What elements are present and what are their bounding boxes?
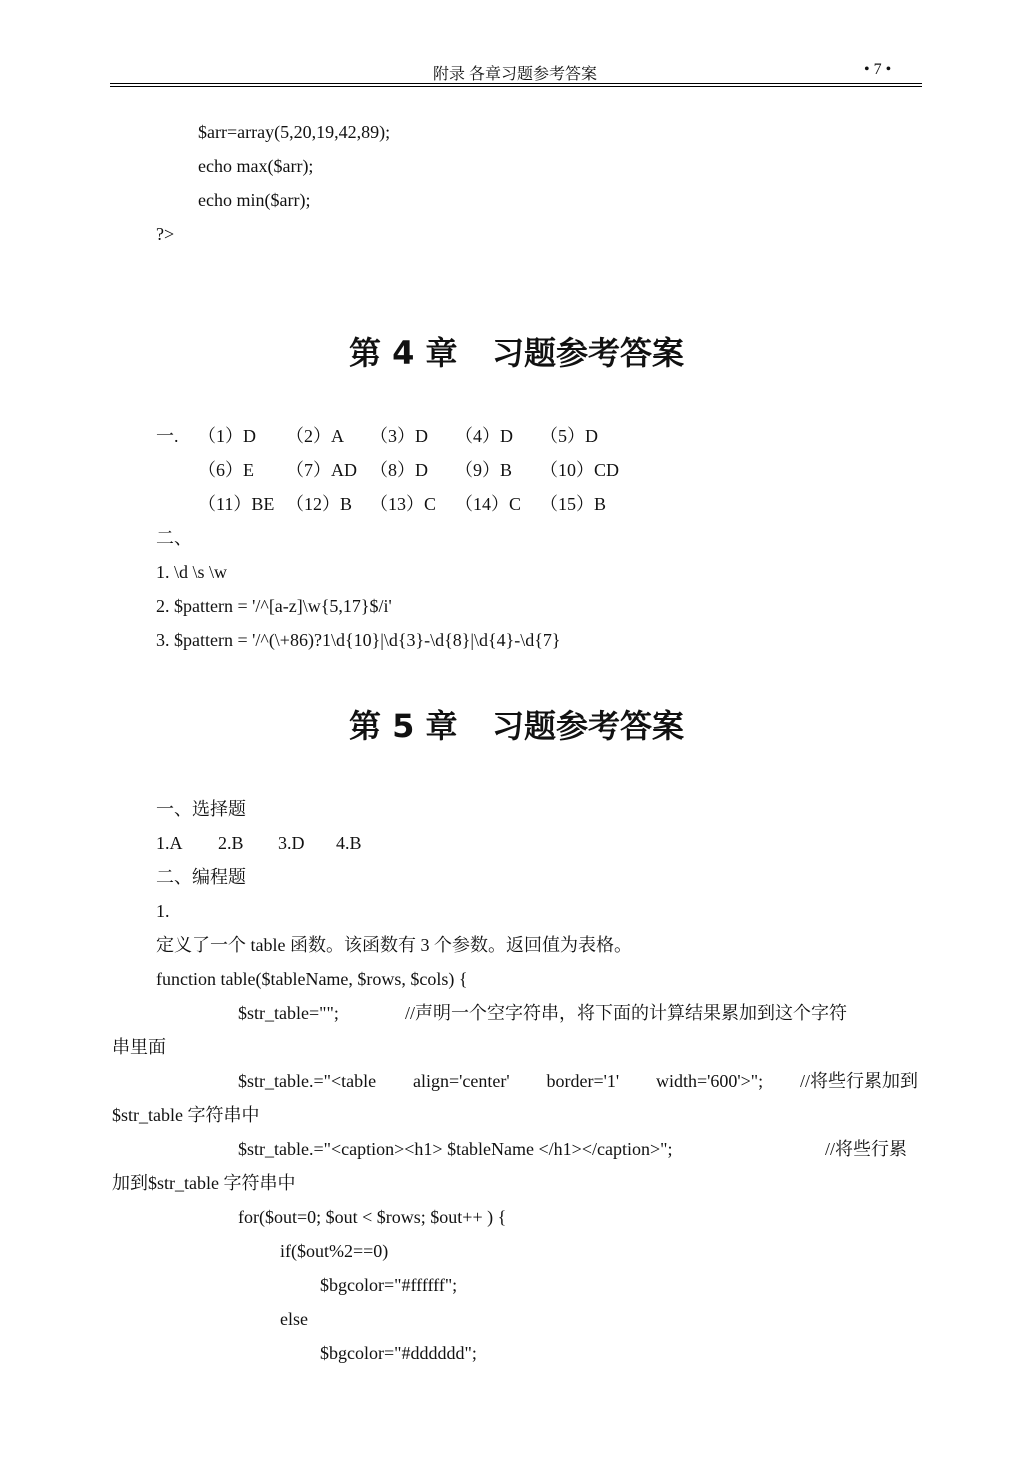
chapter-5-number: 第 5 章 bbox=[349, 707, 458, 745]
answer-item: （6）E bbox=[198, 460, 254, 480]
answer-item: 3.D bbox=[278, 833, 305, 853]
answer-item: （7）AD bbox=[286, 460, 357, 480]
code-line: echo min($arr); bbox=[198, 190, 311, 210]
answer-item: （10）CD bbox=[540, 460, 620, 480]
question-number: 1. bbox=[156, 901, 170, 921]
code-line: ?> bbox=[156, 224, 175, 244]
answer-line: 2. $pattern = '/^[a-z]\w{5,17}$/i' bbox=[156, 596, 392, 616]
chapter-5-heading: 习题参考答案 bbox=[492, 707, 685, 745]
section-label: 二、 bbox=[156, 528, 192, 548]
answer-line: 1. \d \s \w bbox=[156, 562, 228, 582]
answer-item: （8）D bbox=[370, 460, 428, 480]
code-comment: //将些行累 bbox=[825, 1139, 908, 1159]
page-number: • 7 • bbox=[864, 61, 892, 78]
answer-item: （4）D bbox=[455, 426, 513, 446]
answer-item: （12）B bbox=[286, 494, 353, 514]
answer-item: 4.B bbox=[336, 833, 362, 853]
section-label: 一. bbox=[156, 426, 179, 446]
section-label: 二、编程题 bbox=[156, 867, 246, 887]
answer-item: （5）D bbox=[540, 426, 598, 446]
header-rule-bottom bbox=[110, 86, 922, 87]
code-line: $arr=array(5,20,19,42,89); bbox=[198, 122, 391, 142]
code-line: $str_table=""; bbox=[238, 1003, 339, 1023]
answer-item: （9）B bbox=[455, 460, 513, 480]
answer-item: 1.A bbox=[156, 833, 183, 853]
answer-item: （2）A bbox=[286, 426, 344, 446]
code-line: for($out=0; $out < $rows; $out++ ) { bbox=[238, 1207, 507, 1227]
answer-item: （3）D bbox=[370, 426, 428, 446]
code-comment: //将些行累加到 bbox=[799, 1071, 918, 1091]
code-token: $str_table.="<table bbox=[238, 1071, 377, 1091]
code-line: echo max($arr); bbox=[198, 156, 314, 176]
answer-item: （14）C bbox=[455, 494, 522, 514]
code-line: $str_table.="<caption><h1> $tableName </h1></caption>"; bbox=[238, 1139, 673, 1159]
answer-item: （15）B bbox=[540, 494, 607, 514]
code-line: $bgcolor="#dddddd"; bbox=[320, 1343, 477, 1363]
answer-item: （13）C bbox=[370, 494, 437, 514]
answer-item: （1）D bbox=[198, 426, 256, 446]
code-comment: //声明一个空字符串，将下面的计算结果累加到这个字符 bbox=[405, 1003, 847, 1023]
running-header-title: 附录 各章习题参考答案 bbox=[433, 66, 598, 83]
answer-item: （11）BE bbox=[198, 494, 275, 514]
code-continuation: $str_table 字符串中 bbox=[112, 1105, 260, 1125]
code-line-justified bbox=[238, 1070, 918, 1092]
code-token: border='1' bbox=[546, 1071, 620, 1091]
code-token: align='center' bbox=[413, 1071, 510, 1091]
chapter-4-number: 第 4 章 bbox=[349, 334, 458, 372]
code-continuation: 加到$str_table 字符串中 bbox=[112, 1173, 296, 1193]
code-line: if($out%2==0) bbox=[280, 1241, 389, 1261]
code-token: width='600'>"; bbox=[655, 1071, 764, 1091]
description: 定义了一个 table 函数。该函数有 3 个参数。返回值为表格。 bbox=[156, 935, 632, 955]
answer-line: 3. $pattern = '/^(\+86)?1\d{10}|\d{3}-\d{8}|\d{4}-\d{7} bbox=[156, 630, 561, 650]
header-rule-top bbox=[110, 83, 922, 84]
code-line: $bgcolor="#ffffff"; bbox=[320, 1275, 458, 1295]
code-line: function table($tableName, $rows, $cols) { bbox=[156, 969, 468, 989]
answer-item: 2.B bbox=[218, 833, 244, 853]
section-label: 一、选择题 bbox=[156, 799, 246, 819]
code-line: else bbox=[280, 1309, 308, 1329]
code-continuation: 串里面 bbox=[112, 1037, 166, 1057]
chapter-4-heading: 习题参考答案 bbox=[492, 334, 685, 372]
